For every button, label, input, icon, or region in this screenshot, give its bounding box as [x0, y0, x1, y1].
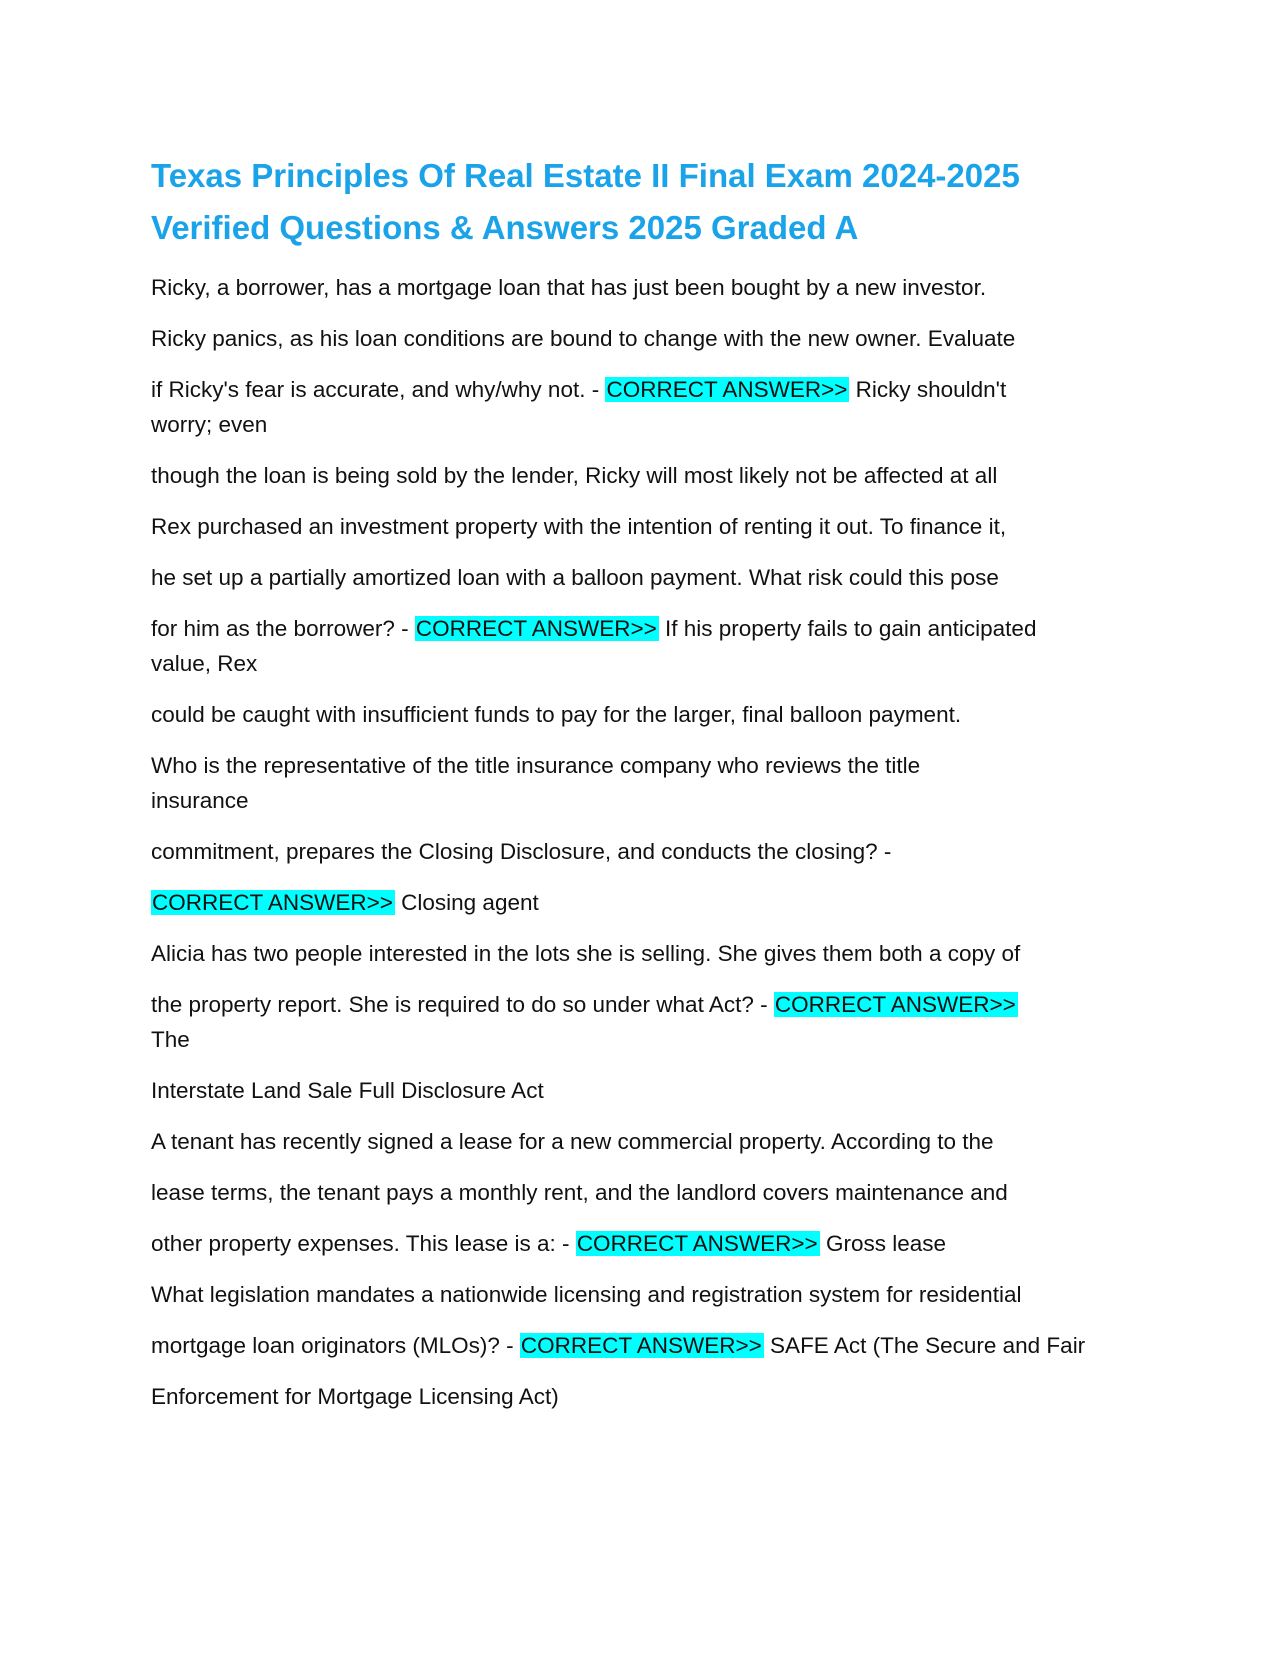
q3-line-2: insurance: [151, 788, 249, 813]
q2-line-4: value, Rex: [151, 651, 258, 676]
q5-line-2: lease terms, the tenant pays a monthly rent, and the landlord covers maintenance and: [151, 1180, 1008, 1205]
q1-line-1: Ricky, a borrower, has a mortgage loan that has just been bought by a new investor.: [151, 275, 987, 300]
q2-line-3: [151, 614, 1151, 644]
answer-marker: CORRECT ANSWER>>: [520, 1333, 762, 1358]
answer-marker: CORRECT ANSWER>>: [774, 992, 1016, 1017]
q5-line-3: [151, 1229, 1151, 1259]
q4-line-1: Alicia has two people interested in the lots she is selling. She gives them both a copy of: [151, 941, 1021, 966]
title-line-2: Verified Questions & Answers 2025 Graded A: [151, 209, 859, 246]
q6-line-1: What legislation mandates a nationwide licensing and registration system for residential: [151, 1282, 1022, 1307]
q1-line-3: [151, 375, 1151, 405]
answer-marker: CORRECT ANSWER>>: [152, 890, 393, 915]
q4-line-3: The: [151, 1027, 190, 1052]
q2-question-end: for him as the borrower? -: [151, 616, 415, 641]
q2-answer-start: If his property fails to gain anticipated: [658, 616, 1037, 641]
q1-line-4: worry; even: [151, 412, 268, 437]
q5-question-end: other property expenses. This lease is a: -: [151, 1231, 576, 1256]
q2-line-1: Rex purchased an investment property with the intention of renting it out. To finance it,: [151, 514, 1007, 539]
q1-line-2: Ricky panics, as his loan conditions are bound to change with the new owner. Evaluate: [151, 326, 1016, 351]
title-line-1: Texas Principles Of Real Estate II Final Exam 2024-2025: [151, 157, 1020, 194]
q3-line-1: Who is the representative of the title insurance company who reviews the title: [151, 753, 921, 778]
q3-line-4: [151, 888, 1151, 918]
q5-line-1: A tenant has recently signed a lease for a new commercial property. According to the: [151, 1129, 994, 1154]
q2-line-2: he set up a partially amortized loan with a balloon payment. What risk could this pose: [151, 565, 999, 590]
q6-question-end: mortgage loan originators (MLOs)? -: [151, 1333, 520, 1358]
document-title: [151, 150, 1151, 254]
answer-marker: CORRECT ANSWER>>: [415, 616, 657, 641]
q6-line-2: [151, 1331, 1151, 1361]
answer-marker: CORRECT ANSWER>>: [606, 377, 848, 402]
q6-line-3: Enforcement for Mortgage Licensing Act): [151, 1384, 559, 1409]
answer-marker: CORRECT ANSWER>>: [576, 1231, 818, 1256]
q5-answer: Gross lease: [819, 1231, 947, 1256]
q3-answer: Closing agent: [394, 890, 539, 915]
q2-line-5: could be caught with insufficient funds to pay for the larger, final balloon payment.: [151, 702, 962, 727]
q6-answer-start: SAFE Act (The Secure and Fair: [763, 1333, 1086, 1358]
q1-answer-start: Ricky shouldn't: [849, 377, 1007, 402]
q1-question-end: if Ricky's fear is accurate, and why/why not. -: [151, 377, 606, 402]
q4-line-2: [151, 990, 1151, 1020]
q3-line-3: commitment, prepares the Closing Disclosure, and conducts the closing? -: [151, 839, 892, 864]
q4-line-4: Interstate Land Sale Full Disclosure Act: [151, 1078, 544, 1103]
q4-question-end: the property report. She is required to do so under what Act? -: [151, 992, 774, 1017]
q1-line-5: though the loan is being sold by the lender, Ricky will most likely not be affected at all: [151, 463, 998, 488]
